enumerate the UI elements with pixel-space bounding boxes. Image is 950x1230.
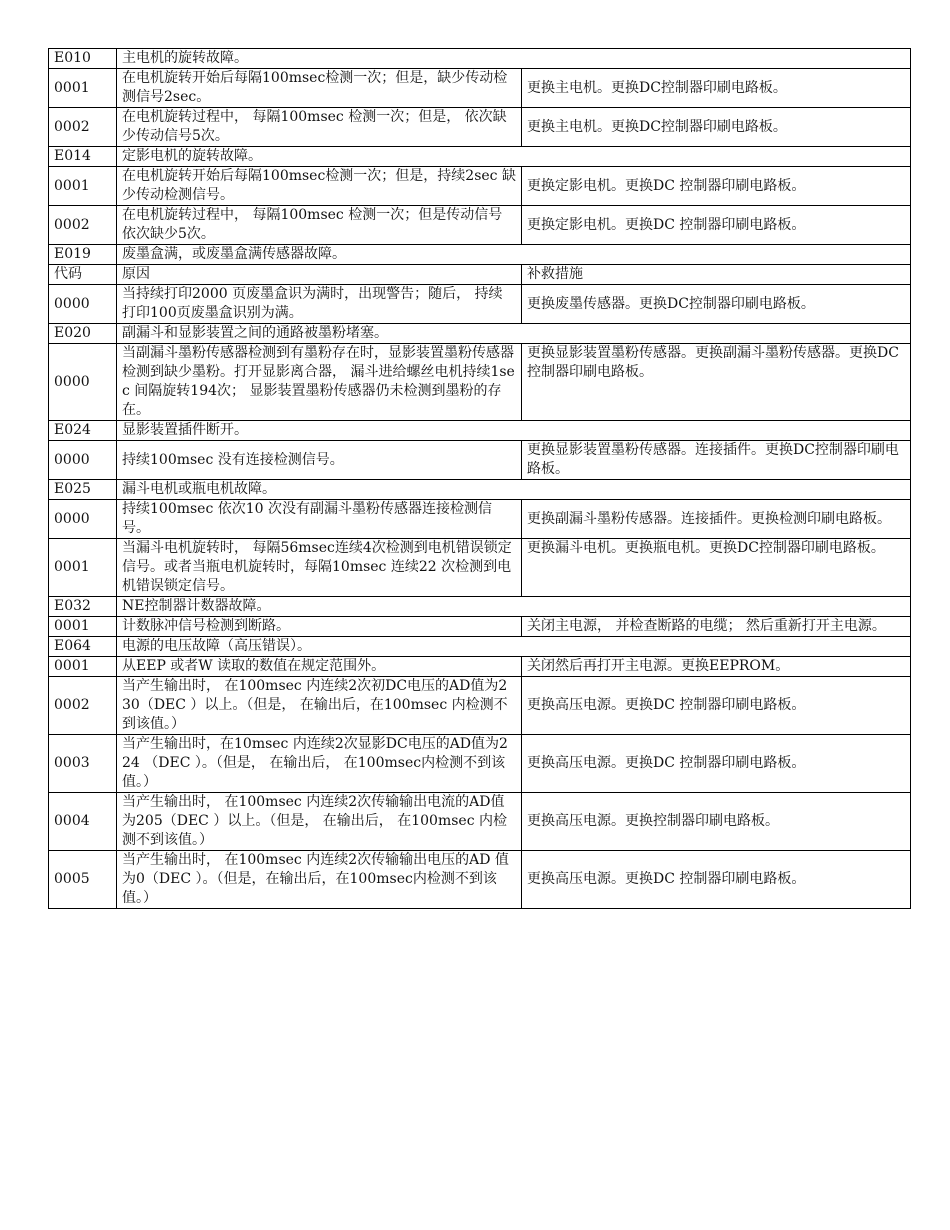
detail-code: 0001 <box>49 167 117 206</box>
detail-row <box>49 206 911 245</box>
section-header-row <box>49 147 911 167</box>
detail-remedy: 更换显影装置墨粉传感器。更换副漏斗墨粉传感器。更换DC 控制器印刷电路板。 <box>522 344 911 421</box>
error-code: E010 <box>49 49 117 69</box>
detail-remedy: 更换高压电源。更换DC 控制器印刷电路板。 <box>522 677 911 735</box>
detail-code: 0000 <box>49 441 117 480</box>
detail-remedy: 更换主电机。更换DC控制器印刷电路板。 <box>522 69 911 108</box>
detail-code: 0002 <box>49 677 117 735</box>
detail-remedy: 关闭主电源， 并检查断路的电缆； 然后重新打开主电源。 <box>522 617 911 637</box>
detail-code: 0000 <box>49 500 117 539</box>
detail-remedy: 更换废墨传感器。更换DC控制器印刷电路板。 <box>522 285 911 324</box>
detail-code: 0002 <box>49 108 117 147</box>
detail-code: 0000 <box>49 344 117 421</box>
detail-row <box>49 617 911 637</box>
error-code: E032 <box>49 597 117 617</box>
detail-code: 0001 <box>49 69 117 108</box>
detail-remedy: 更换显影装置墨粉传感器。连接插件。更换DC控制器印刷电路板。 <box>522 441 911 480</box>
detail-cause: 当漏斗电机旋转时， 每隔56msec连续4次检测到电机错误锁定信号。或者当瓶电机旋转时，每隔10msec 连续22 次检测到电机错误锁定信号。 <box>117 539 522 597</box>
detail-row <box>49 108 911 147</box>
detail-row <box>49 285 911 324</box>
error-title: 显影装置插件断开。 <box>117 421 911 441</box>
detail-cause: 当产生输出时， 在100msec 内连续2次初DC电压的AD值为230（DEC ）以上。（但是， 在输出后，在100msec 内检测不到该值。） <box>117 677 522 735</box>
column-header-code: 代码 <box>49 265 117 285</box>
detail-remedy: 更换漏斗电机。更换瓶电机。更换DC控制器印刷电路板。 <box>522 539 911 597</box>
error-code: E025 <box>49 480 117 500</box>
section-header-row <box>49 637 911 657</box>
section-header-row <box>49 597 911 617</box>
detail-row <box>49 677 911 735</box>
detail-code: 0005 <box>49 851 117 909</box>
error-code-document <box>48 48 910 909</box>
detail-remedy: 更换高压电源。更换DC 控制器印刷电路板。 <box>522 735 911 793</box>
column-header-remedy: 补救措施 <box>522 265 911 285</box>
detail-remedy: 更换主电机。更换DC控制器印刷电路板。 <box>522 108 911 147</box>
error-title: NE控制器计数器故障。 <box>117 597 911 617</box>
detail-row <box>49 793 911 851</box>
detail-row <box>49 657 911 677</box>
detail-row <box>49 167 911 206</box>
detail-remedy: 更换副漏斗墨粉传感器。连接插件。更换检测印刷电路板。 <box>522 500 911 539</box>
detail-code: 0002 <box>49 206 117 245</box>
error-title: 废墨盒满，或废墨盒满传感器故障。 <box>117 245 911 265</box>
detail-cause: 在电机旋转开始后每隔100msec检测一次；但是，持续2sec 缺少传动检测信号。 <box>117 167 522 206</box>
detail-code: 0004 <box>49 793 117 851</box>
error-title: 漏斗电机或瓶电机故障。 <box>117 480 911 500</box>
detail-cause: 计数脉冲信号检测到断路。 <box>117 617 522 637</box>
detail-cause: 持续100msec 没有连接检测信号。 <box>117 441 522 480</box>
detail-row <box>49 851 911 909</box>
detail-row <box>49 344 911 421</box>
error-title: 副漏斗和显影装置之间的通路被墨粉堵塞。 <box>117 324 911 344</box>
error-code: E020 <box>49 324 117 344</box>
detail-remedy: 关闭然后再打开主电源。更换EEPROM。 <box>522 657 911 677</box>
detail-code: 0000 <box>49 285 117 324</box>
detail-code: 0001 <box>49 617 117 637</box>
error-code: E019 <box>49 245 117 265</box>
detail-remedy: 更换高压电源。更换控制器印刷电路板。 <box>522 793 911 851</box>
detail-cause: 当持续打印2000 页废墨盒识为满时，出现警告；随后， 持续打印100页废墨盒识别为满。 <box>117 285 522 324</box>
detail-remedy: 更换定影电机。更换DC 控制器印刷电路板。 <box>522 167 911 206</box>
error-code-table <box>48 48 911 909</box>
detail-row <box>49 69 911 108</box>
detail-cause: 从EEP 或者W 读取的数值在规定范围外。 <box>117 657 522 677</box>
column-header-cause: 原因 <box>117 265 522 285</box>
error-code: E064 <box>49 637 117 657</box>
detail-code: 0001 <box>49 539 117 597</box>
column-header-row <box>49 265 911 285</box>
section-header-row <box>49 49 911 69</box>
error-code: E024 <box>49 421 117 441</box>
error-title: 电源的电压故障（高压错误）。 <box>117 637 911 657</box>
error-title: 定影电机的旋转故障。 <box>117 147 911 167</box>
error-title: 主电机的旋转故障。 <box>117 49 911 69</box>
detail-cause: 在电机旋转开始后每隔100msec检测一次；但是，缺少传动检测信号2sec。 <box>117 69 522 108</box>
section-header-row <box>49 421 911 441</box>
detail-cause: 持续100msec 依次10 次没有副漏斗墨粉传感器连接检测信号。 <box>117 500 522 539</box>
detail-cause: 当产生输出时， 在100msec 内连续2次传输输出电压的AD 值为0（DEC ）。（但是，在输出后，在100msec内检测不到该值。） <box>117 851 522 909</box>
detail-code: 0001 <box>49 657 117 677</box>
detail-row <box>49 735 911 793</box>
section-header-row <box>49 324 911 344</box>
error-code: E014 <box>49 147 117 167</box>
section-header-row <box>49 480 911 500</box>
detail-row <box>49 441 911 480</box>
detail-cause: 当产生输出时，在10msec 内连续2次显影DC电压的AD值为224 （DEC ）。（但是， 在输出后， 在100msec内检测不到该值。） <box>117 735 522 793</box>
detail-row <box>49 539 911 597</box>
detail-code: 0003 <box>49 735 117 793</box>
detail-cause: 在电机旋转过程中， 每隔100msec 检测一次；但是， 依次缺少传动信号5次。 <box>117 108 522 147</box>
detail-cause: 在电机旋转过程中， 每隔100msec 检测一次；但是传动信号依次缺少5次。 <box>117 206 522 245</box>
error-code-table-body <box>49 49 911 909</box>
detail-remedy: 更换定影电机。更换DC 控制器印刷电路板。 <box>522 206 911 245</box>
section-header-row <box>49 245 911 265</box>
detail-remedy: 更换高压电源。更换DC 控制器印刷电路板。 <box>522 851 911 909</box>
detail-cause: 当副漏斗墨粉传感器检测到有墨粉存在时，显影装置墨粉传感器检测到缺少墨粉。打开显影离合器， 漏斗进给螺丝电机持续1sec 间隔旋转194次； 显影装置墨粉传感器仍未检测到墨粉的存在。 <box>117 344 522 421</box>
detail-cause: 当产生输出时， 在100msec 内连续2次传输输出电流的AD值为205（DEC ）以上。（但是， 在输出后， 在100msec 内检测不到该值。） <box>117 793 522 851</box>
detail-row <box>49 500 911 539</box>
